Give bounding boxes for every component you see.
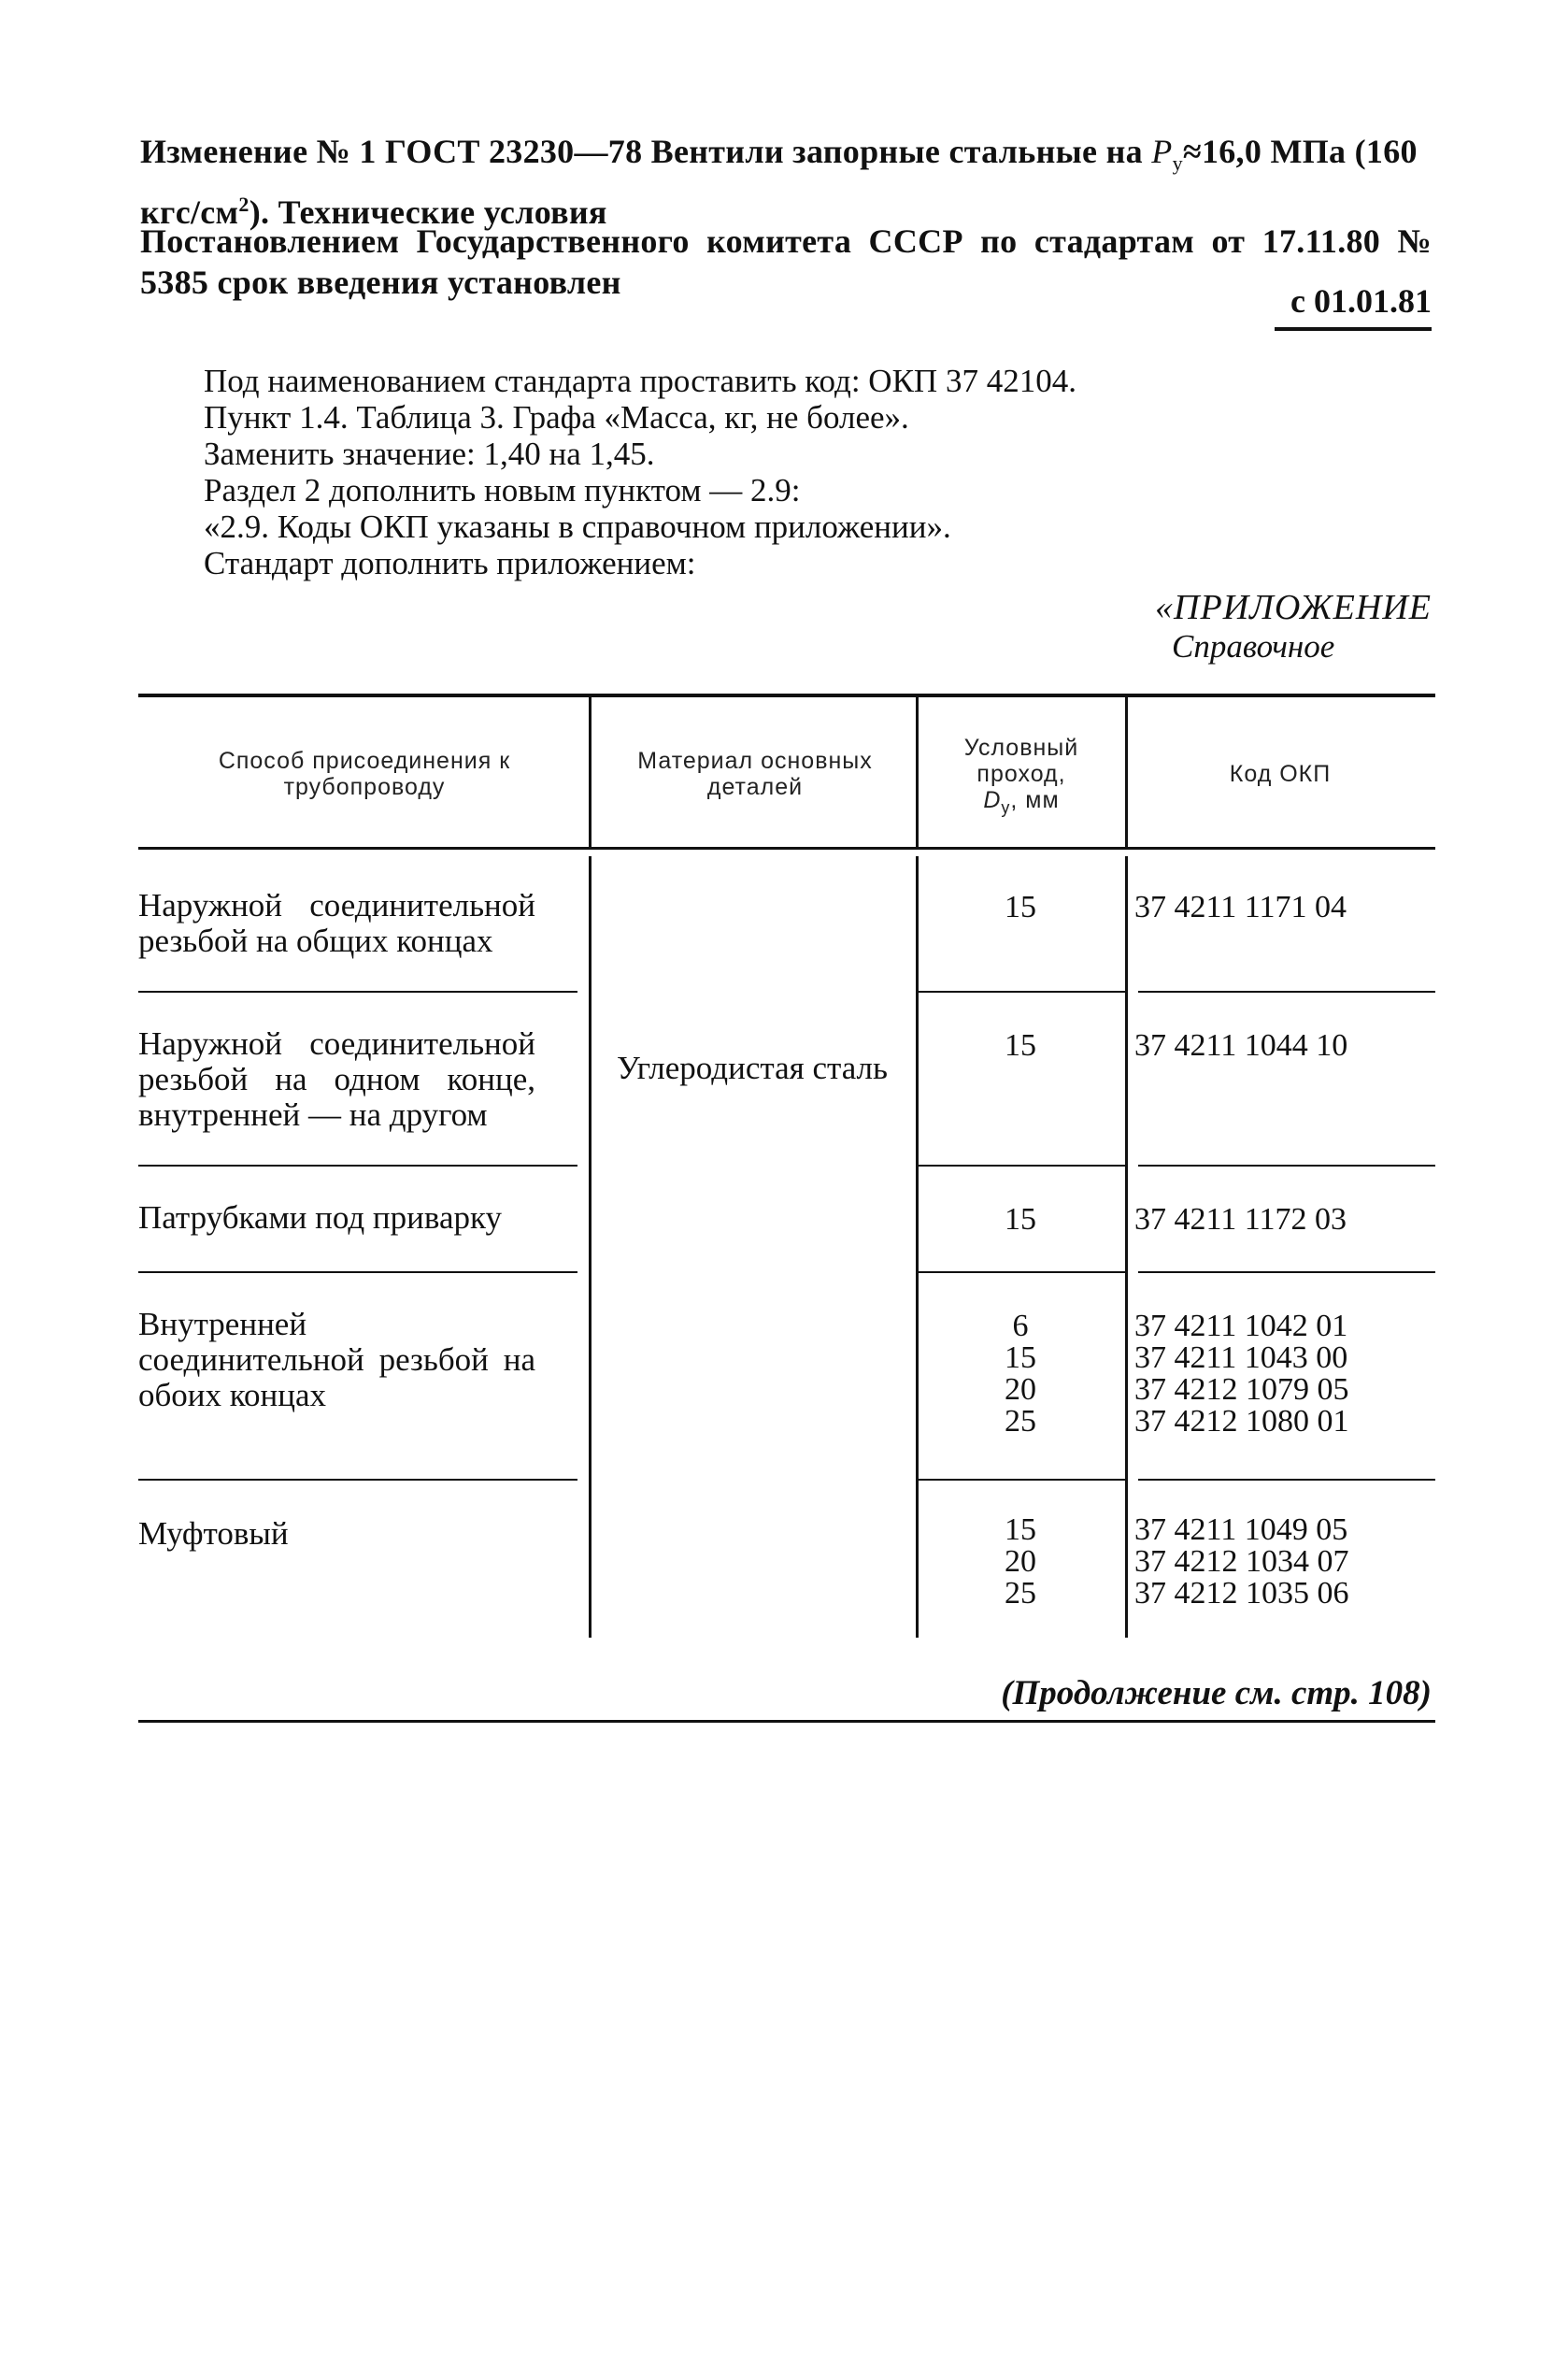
introduction-date: с 01.01.81 [1290,282,1432,320]
header-diameter-line3 [921,787,1121,821]
row-code: 37 4211 1171 04 [1134,890,1347,924]
title-p-subscript: у [1172,151,1183,176]
body-line: Заменить значение: 1,40 на 1,45. [204,436,655,472]
row-code: 37 4211 1042 01 [1134,1309,1348,1343]
row-code: 37 4212 1079 05 [1134,1372,1349,1407]
title-p-symbol: P [1151,133,1173,170]
row-diameter: 20 [1005,1372,1036,1407]
appendix-heading [1155,587,1432,666]
header-divider [916,697,919,847]
footer-rule [138,1720,1435,1723]
row-separator [1138,1479,1435,1481]
diameter-symbol: D [983,787,1002,813]
appendix-subtitle: Справочное [1172,628,1335,665]
header-diameter-line2: проход, [976,761,1066,787]
row-code: 37 4211 1043 00 [1134,1340,1348,1375]
title-text-1: Изменение № 1 ГОСТ 23230—78 Вентили запорные стальные на [140,133,1152,170]
body-line: Стандарт дополнить приложением: [204,545,696,581]
row-diameter: 15 [1005,1202,1036,1237]
header-code: Код ОКП [1229,761,1332,787]
header-connection: Способ присоединения к трубопроводу [218,748,511,800]
header-diameter-line1: Условный [963,735,1079,761]
row-diameter: 20 [1005,1544,1036,1579]
header-material: Материал основных деталей [637,748,873,800]
body-line: Под наименованием стандарта проставить код: ОКП 37 42104. [204,363,1076,399]
body-line: «2.9. Коды ОКП указаны в справочном приложении». [204,508,951,545]
row-separator [1138,1271,1435,1273]
appendix-title: «ПРИЛОЖЕНИЕ [1155,588,1432,627]
row-diameter: 6 [1012,1309,1029,1343]
body-line: Пункт 1.4. Таблица 3. Графа «Масса, кг, не более». [204,399,909,436]
body-divider [589,856,592,1638]
material-cell: Углеродистая сталь [617,1050,888,1086]
row-separator [1138,1165,1435,1167]
row-code: 37 4212 1080 01 [1134,1404,1349,1439]
title-text-2: ≈16,0 МПа (160 кгс/см [140,133,1418,232]
row-separator [138,1271,577,1273]
row-diameter: 25 [1005,1404,1036,1439]
body-divider [916,856,919,1638]
row-code: 37 4212 1035 06 [1134,1576,1349,1611]
row-diameter: 15 [1005,1340,1036,1375]
row-code: 37 4212 1034 07 [1134,1544,1349,1579]
row-diameter: 15 [1005,890,1036,924]
continuation-note: (Продолжение см. стр. 108) [1001,1674,1432,1712]
row-diameter: 15 [1005,1028,1036,1063]
row-code: 37 4211 1044 10 [1134,1028,1348,1063]
header-divider [589,697,592,847]
table-header-rule [138,847,1435,850]
row-separator [918,1165,1125,1167]
body-line: Раздел 2 дополнить новым пунктом — 2.9: [204,472,801,508]
row-diameter: 25 [1005,1576,1036,1611]
row-connection: Наружной соединительной резьбой на общих концах [138,887,535,959]
row-separator [918,991,1125,993]
date-underline [1275,327,1432,331]
row-connection: Наружной соединительной резьбой на одном конце, внутренней — на другом [138,1025,535,1133]
title-text-3: ). Технические условия [249,193,607,232]
row-separator [138,991,577,993]
diameter-subscript: у [1001,798,1011,817]
header-divider [1125,697,1128,847]
title-superscript: 2 [238,193,249,217]
decree-text: Постановлением Государственного комитета СССР по стадартам от 17.11.80 № 5385 срок введения установлен [140,222,1432,301]
header-diameter [921,735,1121,821]
row-separator [138,1479,577,1481]
row-connection: Внутренней соединительной резьбой на обоих концах [138,1306,535,1413]
body-divider [1125,856,1128,1638]
row-code: 37 4211 1049 05 [1134,1512,1348,1547]
document-title [140,131,1432,233]
body-text [204,363,1372,581]
row-separator [918,1479,1125,1481]
row-diameter: 15 [1005,1512,1036,1547]
row-code: 37 4211 1172 03 [1134,1202,1347,1237]
row-separator [1138,991,1435,993]
row-separator [138,1165,577,1167]
row-connection: Патрубками под приварку [138,1199,502,1236]
row-separator [918,1271,1125,1273]
diameter-unit: , мм [1010,787,1060,813]
table-top-rule [138,694,1435,697]
row-connection: Муфтовый [138,1515,289,1552]
